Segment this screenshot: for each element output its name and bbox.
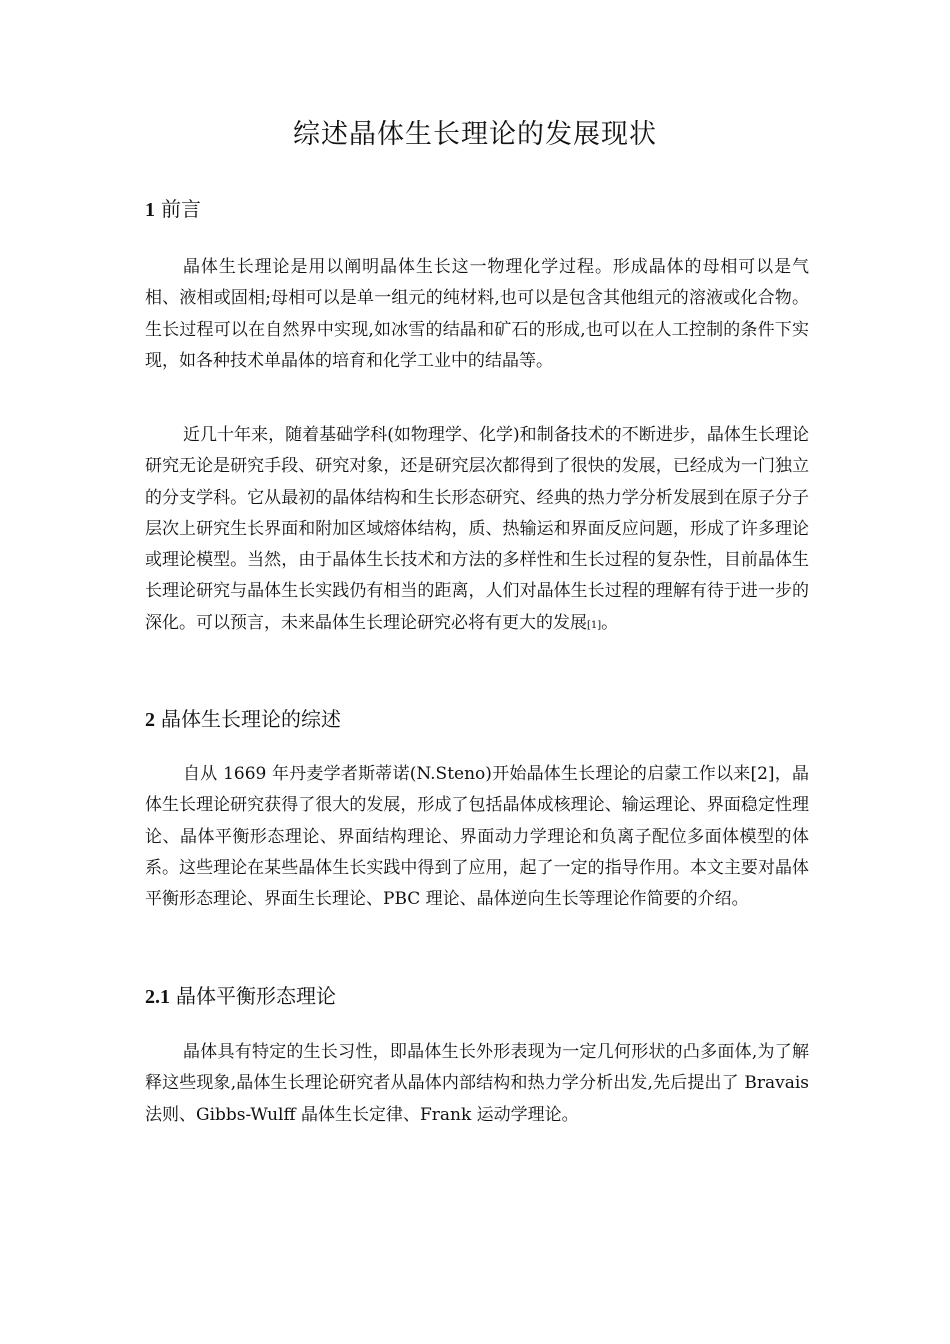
section-title: 晶体平衡形态理论 <box>176 984 336 1008</box>
paragraph-tail: 。 <box>601 612 619 633</box>
section-number: 2 <box>145 709 155 731</box>
section-heading-2-1 <box>145 980 336 1009</box>
document-title: 综述晶体生长理论的发展现状 <box>293 119 657 150</box>
paragraph-intro-2 <box>145 420 809 641</box>
citation-ref: [1] <box>587 619 602 631</box>
paragraph-text: 近几十年来，随着基础学科(如物理学、化学)和制备技术的不断进步，晶体生长理论研究无论是研究手段、研究对象，还是研究层次都得到了很快的发展，已经成为一门独立的分支学科。它从最初的晶体结构和生长形态研究、经典的热力学分析发展到在原子分子层次上研究生长界面和附加区域熔体结构，质、热输运和界面反应问题，形成了许多理论或理论模型。当然，由于晶体生长技术和方法的多样性和生长过程的复杂性，目前晶体生长理论研究与晶体生长实践仍有相当的距离，人们对晶体生长过程的理解有待于进一步的深化。可以预言，未来晶体生长理论研究必将有更大的发展 <box>145 425 809 633</box>
section-title: 晶体生长理论的综述 <box>161 707 341 731</box>
paragraph-equilibrium: 晶体具有特定的生长习性，即晶体生长外形表现为一定几何形状的凸多面体,为了解释这些现象,晶体生长理论研究者从晶体内部结构和热力学分析出发,先后提出了 Bravais 法则、Gibbs-Wulff 晶体生长定律、Frank 运动学理论。 <box>145 1042 809 1125</box>
section-title: 前言 <box>161 197 201 221</box>
section-heading-2 <box>145 703 341 732</box>
section-number: 1 <box>145 199 155 221</box>
section-number: 2.1 <box>145 986 170 1008</box>
paragraph-overview: 自从 1669 年丹麦学者斯蒂诺(N.Steno)开始晶体生长理论的启蒙工作以来[2]，晶体生长理论研究获得了很大的发展，形成了包括晶体成核理论、输运理论、界面稳定性理论、晶体平衡形态理论、界面结构理论、界面动力学理论和负离子配位多面体模型的体系。这些理论在某些晶体生长实践中得到了应用，起了一定的指导作用。本文主要对晶体平衡形态理论、界面生长理论、PBC 理论、晶体逆向生长等理论作简要的介绍。 <box>145 764 809 910</box>
section-heading-1 <box>145 193 201 222</box>
paragraph-intro-1: 晶体生长理论是用以阐明晶体生长这一物理化学过程。形成晶体的母相可以是气相、液相或固相;母相可以是单一组元的纯材料,也可以是包含其他组元的溶液或化合物。生长过程可以在自然界中实现,如冰雪的结晶和矿石的形成,也可以在人工控制的条件下实现，如各种技术单晶体的培育和化学工业中的结晶等。 <box>145 257 809 371</box>
